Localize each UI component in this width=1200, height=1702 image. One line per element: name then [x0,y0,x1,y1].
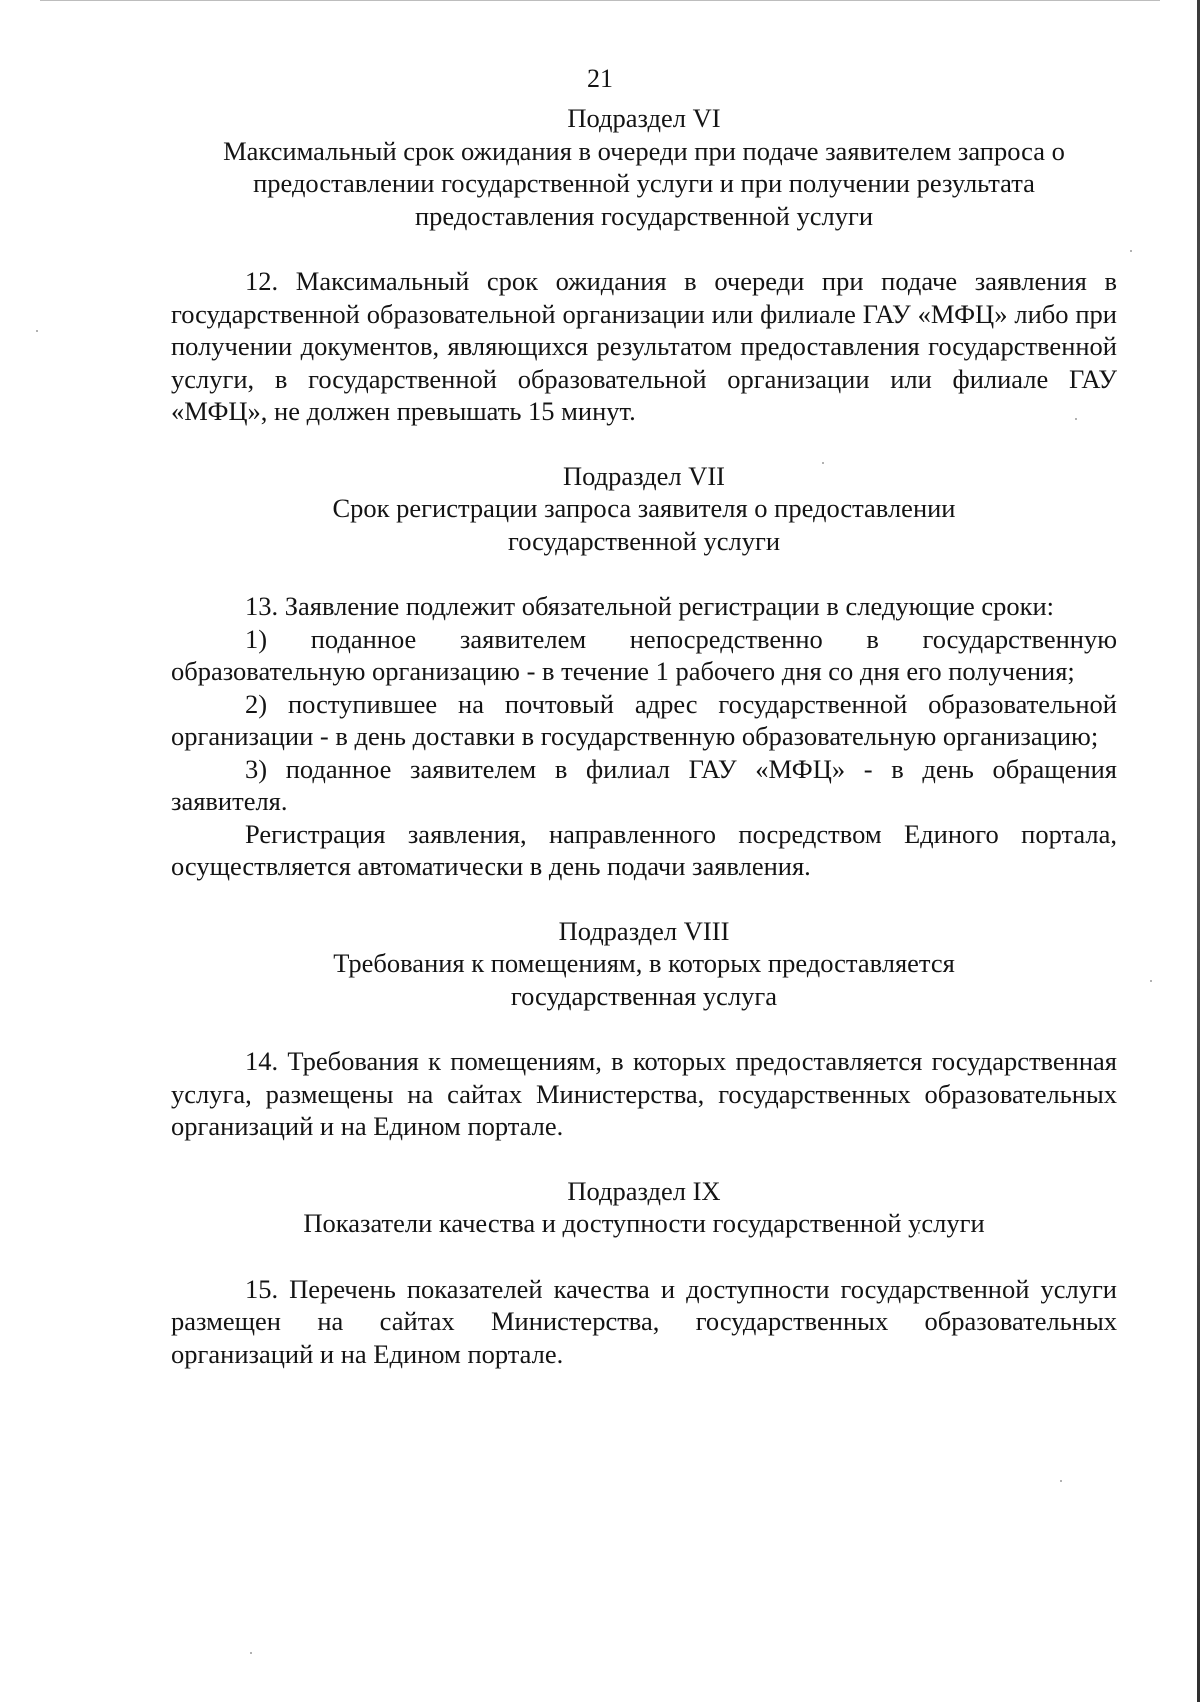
paragraph-12: 12. Максимальный срок ожидания в очереди при подаче заявления в государственной образовательной организации или филиале ГАУ «МФЦ» либо при получении документов, являющихся результатом предоставления государственной услуги, в государственной образовательной организации или филиале ГАУ «МФЦ», не должен превышать 15 минут. [171,266,1117,426]
section-heading-line: государственная услуга [510,980,778,1011]
paragraph-13-item-2: 2) поступившее на почтовый адрес государственной образовательной организации - в день доставки в государственную образовательную организацию; [171,688,1117,751]
section-heading-line: государственной услуги [507,525,781,556]
section-heading-line: Показатели качества и доступности государственной услуги [303,1208,985,1238]
section-heading-ix [171,1175,1117,1240]
section-heading-line: Требования к помещениям, в которых предоставляется [333,948,955,978]
paragraph-15: 15. Перечень показателей качества и доступности государственной услуги размещен на сайтах Министерства, государственных образовательных организаций и на Едином портале. [171,1273,1117,1369]
scan-speck [1130,250,1132,252]
paragraph-13-item-1: 1) поданное заявителем непосредственно в государственную образовательную организацию - в течение 1 рабочего дня со дня его получения; [171,623,1117,686]
section-heading-vi [171,102,1117,232]
section-heading-line: Максимальный срок ожидания в очереди при подаче заявителем запроса о [223,135,1065,166]
section-heading-vii [171,460,1117,558]
scan-speck [250,1652,252,1654]
section-title: Подраздел IX [567,1175,721,1206]
section-heading-line: Срок регистрации запроса заявителя о предоставлении [332,493,956,523]
paragraph-13-item-3: 3) поданное заявителем в филиал ГАУ «МФЦ» - в день обращения заявителя. [171,753,1117,816]
page-number: 21 [587,64,613,93]
section-heading-line: предоставления государственной услуги [414,200,874,231]
section-title: Подраздел VIII [558,915,730,946]
section-heading-line: предоставлении государственной услуги и при получении результата [253,168,1035,198]
paragraph-13-registration: Регистрация заявления, направленного посредством Единого портала, осуществляется автоматически в день подачи заявления. [171,818,1117,881]
scan-top-edge [40,0,1160,3]
section-title: Подраздел VI [567,103,721,133]
section-title: Подраздел VII [563,460,725,491]
paragraph-13: 13. Заявление подлежит обязательной регистрации в следующие сроки: [245,591,1055,621]
scan-speck [1060,1480,1062,1482]
paragraph-14: 14. Требования к помещениям, в которых предоставляется государственная услуга, размещены на сайтах Министерства, государственных образовательных организаций и на Едином портале. [171,1046,1117,1141]
scan-speck [36,330,38,332]
scan-speck [1150,980,1152,982]
section-heading-viii [171,915,1117,1013]
document-body [171,102,1117,1370]
